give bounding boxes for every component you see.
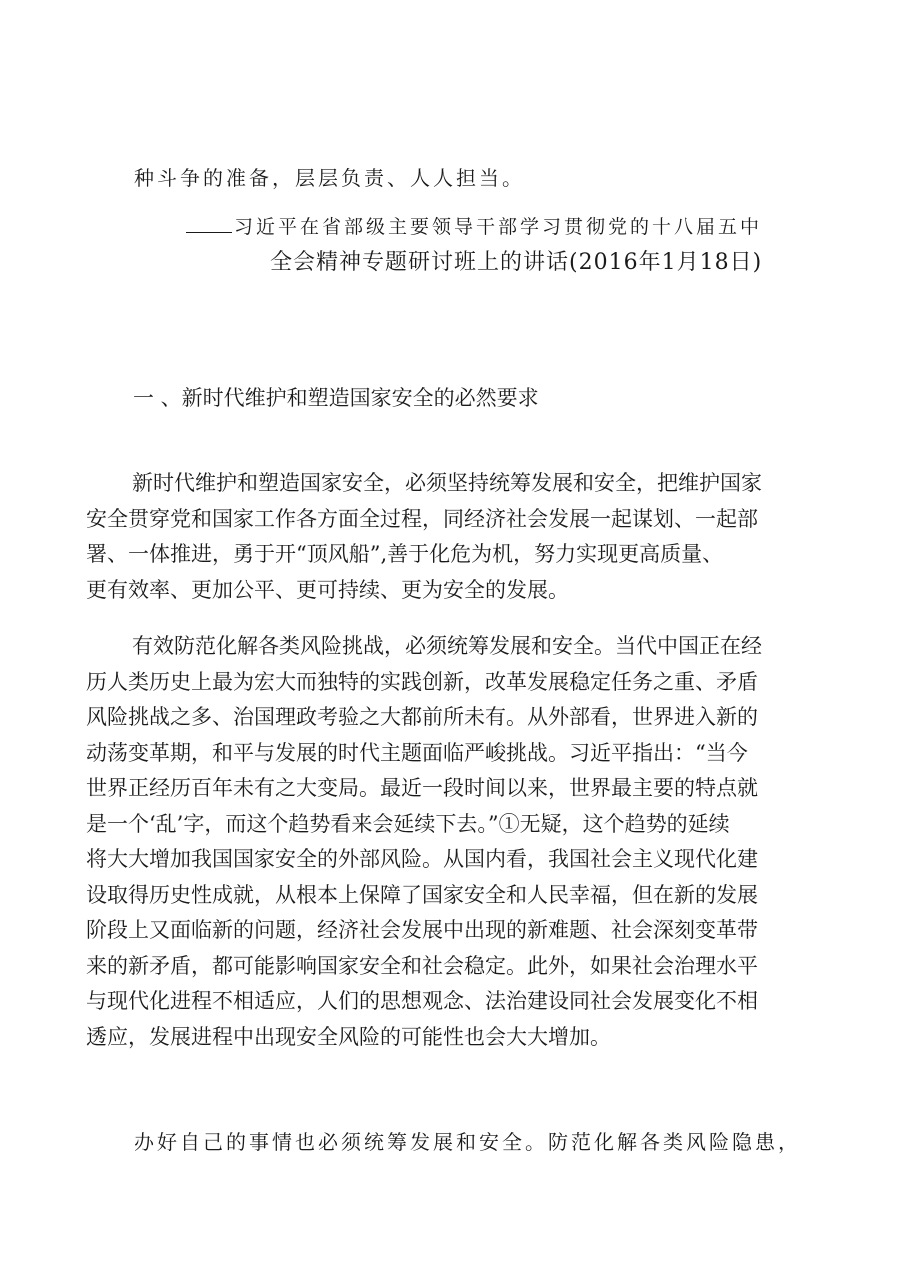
paragraph-2-line: 风险挑战之多、治国理政考验之大都前所未有。从外部看，世界进入新的 (86, 705, 758, 729)
paragraph-2-line: 动荡变革期，和平与发展的时代主题面临严峻挑战。习近平指出：“当今 (86, 740, 748, 765)
paragraph-2-line: 是一个‘乱’字，而这个趋势看来会延续下去。”①无疑，这个趋势的延续 (86, 811, 730, 836)
attribution-text-1: 习近平在省部级主要领导干部学习贯彻党的十八届五中 (234, 216, 763, 238)
paragraph-2-line: 阶段上又面临新的问题，经济社会发展中出现的新难题、社会深刻变革带 (86, 918, 758, 942)
attribution-line-1 (186, 213, 762, 241)
paragraph-1-line: 更有效率、更加公平、更可持续、更为安全的发展。 (86, 577, 569, 602)
paragraph-1 (86, 466, 806, 608)
bottom-fragment: 办好自己的事情也必须统筹发展和安全。防范化解各类风险隐患， (134, 1130, 801, 1154)
paragraph-2-line: 来的新矛盾，都可能影响国家安全和社会稳定。此外，如果社会治理水平 (86, 953, 758, 978)
paragraph-2-line: 透应，发展进程中出现安全风险的可能性也会大大增加。 (86, 1024, 611, 1049)
paragraph-2-line: 有效防范化解各类风险挑战，必须统筹发展和安全。当代中国正在经 (132, 634, 762, 658)
paragraph-2-line: 将大大增加我国国家安全的外部风险。从国内看，我国社会主义现代化建 (86, 847, 758, 871)
attribution-dash (186, 232, 232, 233)
paragraph-2 (86, 629, 806, 1055)
paragraph-2-line: 世界正经历百年未有之大变局。最近一段时间以来，世界最主要的特点就 (86, 776, 758, 800)
attribution-line-2: 全会精神专题研讨班上的讲话(2016年1月18日) (270, 250, 763, 275)
paragraph-2-line: 设取得历史性成就，从根本上保障了国家安全和人民幸福，但在新的发展 (86, 882, 758, 907)
paragraph-1-line: 安全贯穿党和国家工作各方面全过程，同经济社会发展一起谋划、一起部 (86, 506, 758, 531)
section-heading: 一 、新时代维护和塑造国家安全的必然要求 (133, 386, 539, 410)
top-fragment: 种斗争的准备，层层负责、人人担当。 (134, 166, 525, 190)
paragraph-2-line: 历人类历史上最为宏大而独特的实践创新，改革发展稳定任务之重、矛盾 (86, 669, 758, 694)
paragraph-2-line: 与现代化进程不相适应，人们的思想观念、法治建设同社会发展变化不相 (86, 989, 758, 1013)
paragraph-1-line: 署、一体推进，勇于开“顶风船”,善于化危为机，努力实现更高质量、 (86, 542, 724, 566)
paragraph-1-line: 新时代维护和塑造国家安全，必须坚持统筹发展和安全，把维护国家 (132, 471, 762, 495)
